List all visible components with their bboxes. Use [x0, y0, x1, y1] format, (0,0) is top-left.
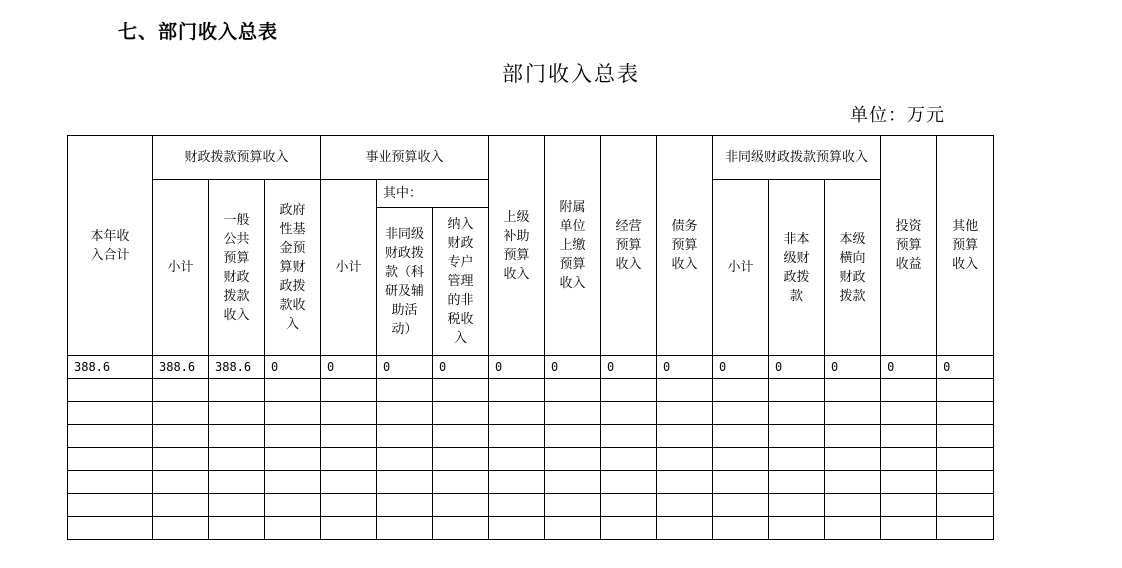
table-cell-empty	[881, 448, 937, 471]
table-cell-empty	[209, 494, 265, 517]
table-cell-empty	[321, 402, 377, 425]
table-cell-empty	[68, 379, 153, 402]
table-cell-empty	[265, 471, 321, 494]
table-cell-empty	[489, 402, 545, 425]
table-cell-empty	[209, 448, 265, 471]
table-cell-empty	[377, 402, 433, 425]
table-cell: 0	[657, 356, 713, 379]
table-cell-empty	[601, 425, 657, 448]
table-cell-empty	[545, 379, 601, 402]
table-cell-empty	[489, 517, 545, 540]
table-cell-empty	[209, 402, 265, 425]
table-cell-empty	[937, 471, 994, 494]
table-cell-empty	[825, 448, 881, 471]
table-cell: 0	[377, 356, 433, 379]
table-cell-empty	[209, 425, 265, 448]
table-cell: 0	[489, 356, 545, 379]
header-fiscal-group: 财政拨款预算收入	[153, 136, 321, 180]
table-cell-empty	[321, 379, 377, 402]
table-row-empty	[68, 471, 994, 494]
table-cell-empty	[657, 425, 713, 448]
header-operating: 经营预算收入	[601, 136, 657, 356]
table-cell-empty	[377, 425, 433, 448]
table-cell-empty	[153, 448, 209, 471]
table-cell-empty	[657, 517, 713, 540]
table-row-empty	[68, 425, 994, 448]
table-cell-empty	[489, 425, 545, 448]
table-cell-empty	[545, 402, 601, 425]
table-cell-empty	[265, 379, 321, 402]
header-affiliated: 附属单位上缴预算收入	[545, 136, 601, 356]
unit-label: 单位：万元	[850, 105, 945, 126]
table-cell-empty	[153, 379, 209, 402]
table-row	[68, 356, 994, 379]
header-debt: 债务预算收入	[657, 136, 713, 356]
table-cell-empty	[657, 494, 713, 517]
table-cell-empty	[713, 402, 769, 425]
header-business-subtotal: 小计	[321, 180, 377, 356]
table-cell-empty	[321, 448, 377, 471]
section-title: 七、部门收入总表	[118, 21, 279, 43]
table-cell-empty	[881, 402, 937, 425]
header-fiscal-fund: 政府性基金预算财政拨款收入	[265, 180, 321, 356]
table-cell-empty	[321, 517, 377, 540]
table-cell: 0	[321, 356, 377, 379]
table-cell-empty	[657, 379, 713, 402]
table-cell-empty	[153, 425, 209, 448]
table-cell-empty	[68, 425, 153, 448]
table-cell: 388.6	[209, 356, 265, 379]
table-cell-empty	[601, 494, 657, 517]
table-cell-empty	[713, 425, 769, 448]
table-cell-empty	[433, 425, 489, 448]
table-cell-empty	[545, 471, 601, 494]
table-cell-empty	[153, 494, 209, 517]
table-cell-empty	[209, 379, 265, 402]
table-cell-empty	[769, 448, 825, 471]
table-cell-empty	[769, 517, 825, 540]
table-cell-empty	[321, 471, 377, 494]
table-cell-empty	[153, 517, 209, 540]
table-cell-empty	[937, 402, 994, 425]
table-cell-empty	[265, 402, 321, 425]
table-cell-empty	[209, 471, 265, 494]
table-cell-empty	[825, 402, 881, 425]
table-row-empty	[68, 517, 994, 540]
table-cell-empty	[769, 379, 825, 402]
table-cell-empty	[601, 471, 657, 494]
income-table	[67, 135, 994, 540]
table-cell-empty	[937, 425, 994, 448]
table-cell-empty	[825, 471, 881, 494]
table-title: 部门收入总表	[502, 62, 640, 86]
table-cell: 0	[881, 356, 937, 379]
table-cell-empty	[937, 517, 994, 540]
table-cell-empty	[433, 379, 489, 402]
table-cell-empty	[377, 448, 433, 471]
table-cell-empty	[937, 448, 994, 471]
table-cell-empty	[489, 471, 545, 494]
table-cell: 388.6	[153, 356, 209, 379]
table-cell-empty	[321, 494, 377, 517]
table-cell-empty	[881, 425, 937, 448]
table-cell-empty	[153, 471, 209, 494]
table-cell: 388.6	[68, 356, 153, 379]
table-cell-empty	[489, 379, 545, 402]
table-cell-empty	[68, 517, 153, 540]
table-cell: 0	[601, 356, 657, 379]
table-cell-empty	[601, 448, 657, 471]
table-cell-empty	[713, 379, 769, 402]
table-cell-empty	[265, 448, 321, 471]
table-cell-empty	[545, 425, 601, 448]
table-cell-empty	[713, 448, 769, 471]
table-cell: 0	[769, 356, 825, 379]
table-cell-empty	[657, 448, 713, 471]
header-investment: 投资预算收益	[881, 136, 937, 356]
table-cell-empty	[377, 517, 433, 540]
table-cell: 0	[433, 356, 489, 379]
header-fiscal-general: 一般公共预算财政拨款收入	[209, 180, 265, 356]
table-cell-empty	[769, 494, 825, 517]
table-row-empty	[68, 494, 994, 517]
header-other: 其他预算收入	[937, 136, 994, 356]
table-cell-empty	[713, 517, 769, 540]
table-cell: 0	[825, 356, 881, 379]
table-cell-empty	[881, 494, 937, 517]
header-total: 本年收入合计	[68, 136, 153, 356]
table-row-empty	[68, 379, 994, 402]
table-cell-empty	[769, 402, 825, 425]
table-cell: 0	[937, 356, 994, 379]
table-cell-empty	[433, 402, 489, 425]
header-nonsame-subtotal: 小计	[713, 180, 769, 356]
table-cell-empty	[881, 379, 937, 402]
table-cell-empty	[937, 494, 994, 517]
table-cell-empty	[433, 494, 489, 517]
table-cell-empty	[601, 402, 657, 425]
table-cell-empty	[937, 379, 994, 402]
table-cell-empty	[433, 517, 489, 540]
header-nonsame-horizontal: 本级横向财政拨款	[825, 180, 881, 356]
header-fiscal-subtotal: 小计	[153, 180, 209, 356]
table-cell-empty	[881, 471, 937, 494]
table-cell-empty	[825, 494, 881, 517]
table-row-empty	[68, 402, 994, 425]
table-cell-empty	[68, 471, 153, 494]
table-cell-empty	[601, 379, 657, 402]
table-cell-empty	[825, 425, 881, 448]
table-cell-empty	[657, 471, 713, 494]
table-cell-empty	[769, 425, 825, 448]
table-cell-empty	[825, 517, 881, 540]
header-business-among: 其中：	[377, 180, 489, 208]
table-cell-empty	[265, 425, 321, 448]
header-nonsame-group: 非同级财政拨款预算收入	[713, 136, 881, 180]
header-nonsame-nonlocal: 非本级财政拨款	[769, 180, 825, 356]
table-cell-empty	[881, 517, 937, 540]
table-cell-empty	[433, 448, 489, 471]
header-business-special: 纳入财政专户管理的非税收入	[433, 208, 489, 356]
table-cell-empty	[825, 379, 881, 402]
table-cell-empty	[489, 448, 545, 471]
table-cell-empty	[545, 494, 601, 517]
table-cell-empty	[68, 402, 153, 425]
table-cell-empty	[68, 448, 153, 471]
table-cell-empty	[377, 379, 433, 402]
table-cell-empty	[209, 517, 265, 540]
table-cell-empty	[713, 471, 769, 494]
table-cell-empty	[713, 494, 769, 517]
table-cell-empty	[321, 425, 377, 448]
header-business-nonfiscal: 非同级财政拨款（科研及辅助活动）	[377, 208, 433, 356]
table-cell-empty	[433, 471, 489, 494]
table-cell-empty	[377, 494, 433, 517]
table-cell: 0	[713, 356, 769, 379]
header-business-group: 事业预算收入	[321, 136, 489, 180]
table-cell: 0	[265, 356, 321, 379]
table-cell-empty	[377, 471, 433, 494]
table-cell-empty	[545, 448, 601, 471]
table-row-empty	[68, 448, 994, 471]
table-cell-empty	[489, 494, 545, 517]
table-cell-empty	[601, 517, 657, 540]
table-cell-empty	[545, 517, 601, 540]
table-cell-empty	[265, 517, 321, 540]
table-cell: 0	[545, 356, 601, 379]
table-cell-empty	[68, 494, 153, 517]
table-cell-empty	[769, 471, 825, 494]
table-cell-empty	[265, 494, 321, 517]
header-superior: 上级补助预算收入	[489, 136, 545, 356]
table-cell-empty	[153, 402, 209, 425]
table-cell-empty	[657, 402, 713, 425]
